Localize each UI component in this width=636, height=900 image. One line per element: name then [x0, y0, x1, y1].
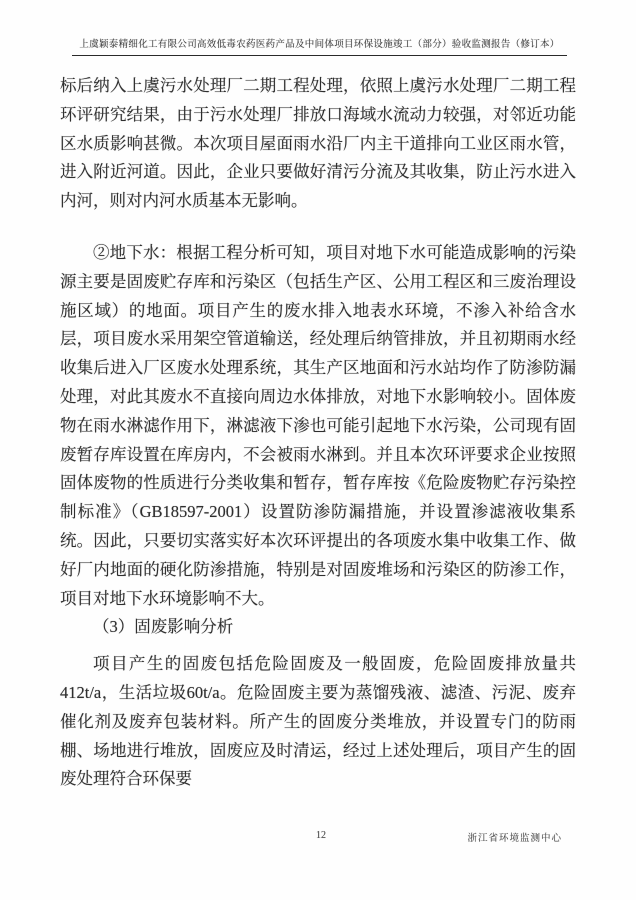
- document-body: [60, 72, 576, 794]
- running-header: [72, 36, 567, 56]
- page-footer: [0, 828, 636, 848]
- page-number: 12: [316, 830, 326, 841]
- footer-organization: 浙江省环境监测中心: [467, 834, 562, 844]
- section-heading-solid-waste: （3）固废影响分析: [93, 617, 234, 637]
- running-header-title: 上虞颖泰精细化工有限公司高效低毒农药医药产品及中间体项目环保设施竣工（部分）验收监测报告（修订本）: [79, 40, 560, 50]
- paragraph-groundwater-analysis: ②地下水：根据工程分析可知，项目对地下水可能造成影响的污染源主要是固废贮存库和污染区（包括生产区、公用工程区和三废治理设施区域）的地面。项目产生的废水排入地表水环境，不渗入补给含水层，项目废水采用架空管道输送，经处理后纳管排放，并且初期雨水经收集后进入厂区废水处理系统，其生产区地面和污水站均作了防渗防漏处理，对此其废水不直接向周边水体排放，对地下水影响较小。固体废物在雨水淋滤作用下，淋滤液下渗也可能引起地下水污染，公司现有固废暂存库设置在库房内，不会被雨水淋到。并且本次环评要求企业按照固体废物的性质进行分类收集和暂存，暂存库按《危险废物贮存污染控制标准》（GB18597-2001）设置防渗防漏措施，并设置渗滤液收集系统。因此，只要切实落实好本次环评提出的各项废水集中收集工作、做好厂内地面的硬化防渗措施，特别是对固废堆场和污染区的防渗工作，项目对地下水环境影响不大。: [60, 242, 576, 608]
- paragraph-solid-waste-analysis: 项目产生的固废包括危险固废及一般固废，危险固废排放量共412t/a，生活垃圾60t/a。危险固废主要为蒸馏残液、滤渣、污泥、废弃催化剂及废弃包装材料。所产生的固废分类堆放，并设置专门的防雨棚、场地进行堆放，固废应及时清运，经过上述处理后，项目产生的固废处理符合环保要: [60, 654, 576, 789]
- paragraph-continued-surface-water: 标后纳入上虞污水处理厂二期工程处理，依照上虞污水处理厂二期工程环评研究结果，由于污水处理厂排放口海域水流动力较强，对邻近功能区水质影响甚微。本次项目屋面雨水沿厂内主干道排向工业区雨水管，进入附近河道。因此，企业只要做好清污分流及其收集，防止污水进入内河，则对内河水质基本无影响。: [60, 76, 576, 211]
